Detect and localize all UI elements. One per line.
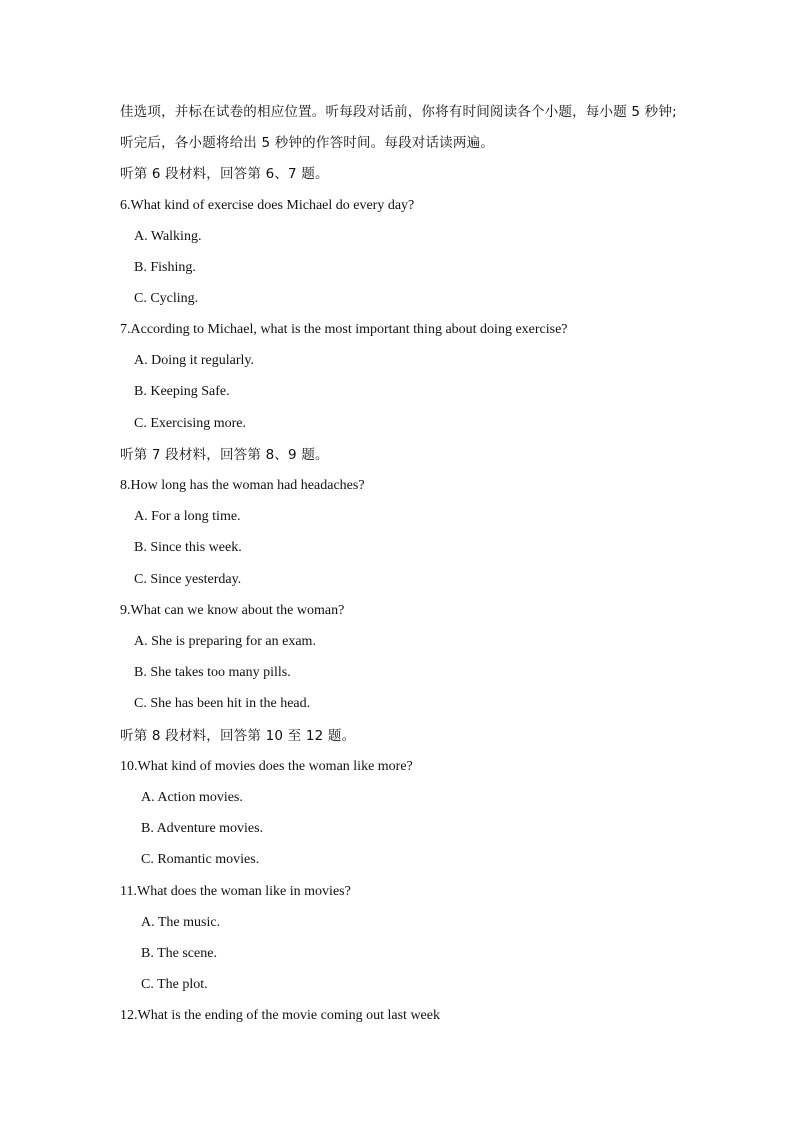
section-heading-6: 听第 6 段材料，回答第 6、7 题。 [120,166,329,182]
question-8-option-a: A. For a long time. [134,509,241,524]
question-11-option-a: A. The music. [141,915,221,930]
question-8-option-b: B. Since this week. [134,540,242,555]
question-9: 9.What can we know about the woman? [120,603,345,618]
question-10-option-b: B. Adventure movies. [141,821,264,836]
question-9-option-b: B. She takes too many pills. [134,665,291,680]
question-8: 8.How long has the woman had headaches? [120,478,365,493]
question-7-option-c: C. Exercising more. [134,416,246,431]
question-6-option-c: C. Cycling. [134,291,199,306]
instruction-line-1: 佳选项，并标在试卷的相应位置。听每段对话前，你将有时间阅读各个小题，每小题 5 秒钟; [120,104,677,120]
question-12: 12.What is the ending of the movie coming out last week [120,1008,440,1023]
question-10-option-c: C. Romantic movies. [141,852,260,867]
section-heading-8: 听第 8 段材料，回答第 10 至 12 题。 [120,728,356,744]
question-11-option-b: B. The scene. [141,946,217,961]
question-7: 7.According to Michael, what is the most important thing about doing exercise? [120,322,568,337]
question-10-option-a: A. Action movies. [141,790,243,805]
question-7-option-a: A. Doing it regularly. [134,353,255,368]
question-11-option-c: C. The plot. [141,977,208,992]
instruction-line-2: 听完后，各小题将给出 5 秒钟的作答时间。每段对话读两遍。 [120,135,494,151]
question-6: 6.What kind of exercise does Michael do every day? [120,198,415,213]
question-11: 11.What does the woman like in movies? [120,884,351,899]
section-heading-7: 听第 7 段材料，回答第 8、9 题。 [120,447,329,463]
question-8-option-c: C. Since yesterday. [134,572,242,587]
question-9-option-c: C. She has been hit in the head. [134,696,311,711]
question-7-option-b: B. Keeping Safe. [134,384,230,399]
question-10: 10.What kind of movies does the woman like more? [120,759,413,774]
question-9-option-a: A. She is preparing for an exam. [134,634,316,649]
question-6-option-a: A. Walking. [134,229,202,244]
question-6-option-b: B. Fishing. [134,260,196,275]
